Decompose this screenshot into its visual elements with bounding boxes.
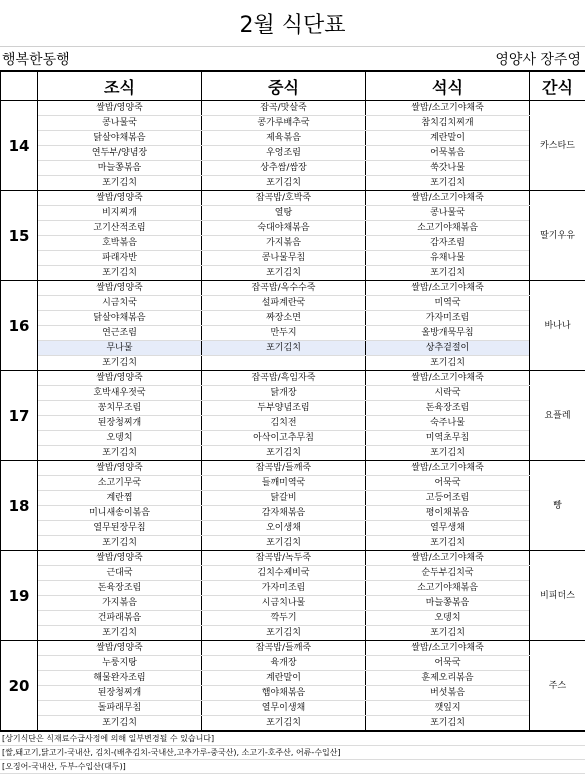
dinner-cell: 가자미조림: [366, 311, 530, 326]
date-cell: 18: [1, 461, 38, 551]
table-row: [1, 476, 585, 491]
lunch-cell: 김치수제비국: [202, 566, 366, 581]
snack-cell: 카스타드: [530, 101, 585, 191]
lunch-cell: 계란말이: [202, 671, 366, 686]
table-row: [1, 131, 585, 146]
dinner-cell: 열무생채: [366, 521, 530, 536]
date-cell: 15: [1, 191, 38, 281]
dinner-cell: 시락국: [366, 386, 530, 401]
date-cell: 20: [1, 641, 38, 731]
breakfast-cell: 쌀밥/영양죽: [38, 371, 202, 386]
table-row: [1, 401, 585, 416]
lunch-cell: 포기김치: [202, 176, 366, 191]
date-cell: 16: [1, 281, 38, 371]
table-row: [1, 311, 585, 326]
table-row: [1, 161, 585, 176]
dinner-cell: 쌀밥/소고기야채죽: [366, 281, 530, 296]
dinner-cell: 포기김치: [366, 716, 530, 731]
breakfast-cell: 쌀밥/영양죽: [38, 191, 202, 206]
dinner-cell: 오뎅치: [366, 611, 530, 626]
table-row: [1, 506, 585, 521]
lunch-cell: 포기김치: [202, 716, 366, 731]
lunch-cell: 숙대야채볶음: [202, 221, 366, 236]
breakfast-cell: 소고기무국: [38, 476, 202, 491]
lunch-cell: 잡곡/맛살죽: [202, 101, 366, 116]
breakfast-cell: 고기산적조림: [38, 221, 202, 236]
date-cell: 14: [1, 101, 38, 191]
lunch-cell: 짜장소면: [202, 311, 366, 326]
breakfast-cell: 쌀밥/영양죽: [38, 641, 202, 656]
table-row: [1, 596, 585, 611]
snack-cell: 빵: [530, 461, 585, 551]
dinner-cell: 쌀밥/소고기야채죽: [366, 191, 530, 206]
dinner-cell: 올방개묵무침: [366, 326, 530, 341]
breakfast-cell: 쌀밥/영양죽: [38, 101, 202, 116]
breakfast-cell: 가지볶음: [38, 596, 202, 611]
table-row: [1, 641, 585, 656]
table-row: [1, 581, 585, 596]
lunch-cell: 잡곡밥/녹두죽: [202, 551, 366, 566]
lunch-cell: 잡곡밥/흑임자죽: [202, 371, 366, 386]
table-row: [1, 566, 585, 581]
snack-cell: 딸기우유: [530, 191, 585, 281]
dinner-cell: 미역초무침: [366, 431, 530, 446]
dinner-cell: 평이채볶음: [366, 506, 530, 521]
dinner-cell: 계란말이: [366, 131, 530, 146]
table-row: [1, 671, 585, 686]
dinner-cell: 어묵국: [366, 476, 530, 491]
breakfast-cell: 포기김치: [38, 536, 202, 551]
breakfast-cell: 무나물: [38, 341, 202, 356]
table-row: [1, 296, 585, 311]
dinner-cell: 포기김치: [366, 626, 530, 641]
dinner-cell: 쌀밥/소고기야채죽: [366, 551, 530, 566]
lunch-cell: 열탕: [202, 206, 366, 221]
breakfast-cell: 포기김치: [38, 446, 202, 461]
snack-cell: 주스: [530, 641, 585, 731]
dinner-cell: 마늘쫑볶음: [366, 596, 530, 611]
column-header-dinner: 석식: [366, 72, 530, 101]
lunch-cell: 잡곡밥/호박죽: [202, 191, 366, 206]
facility-name: 행복한동행: [2, 49, 70, 69]
lunch-cell: 깍두기: [202, 611, 366, 626]
dinner-cell: 깻잎지: [366, 701, 530, 716]
breakfast-cell: 쌀밥/영양죽: [38, 461, 202, 476]
breakfast-cell: 호박볶음: [38, 236, 202, 251]
table-row: [1, 701, 585, 716]
note-line: [오징어-국내산, 두부-수입산(대두)]: [0, 760, 585, 774]
table-row: [1, 431, 585, 446]
breakfast-cell: 미니새송이볶음: [38, 506, 202, 521]
dinner-cell: 유채나물: [366, 251, 530, 266]
lunch-cell: 만두지: [202, 326, 366, 341]
table-row: [1, 191, 585, 206]
table-row: [1, 446, 585, 461]
dinner-cell: 미역국: [366, 296, 530, 311]
dinner-cell: 포기김치: [366, 356, 530, 371]
table-row: [1, 326, 585, 341]
breakfast-cell: 콩나물국: [38, 116, 202, 131]
table-row: [1, 266, 585, 281]
breakfast-cell: 포기김치: [38, 266, 202, 281]
lunch-cell: 닭개장: [202, 386, 366, 401]
dinner-cell: 소고기야채볶음: [366, 581, 530, 596]
table-row: [1, 656, 585, 671]
table-row: [1, 101, 585, 116]
breakfast-cell: 돌파래무침: [38, 701, 202, 716]
table-row: [1, 206, 585, 221]
breakfast-cell: 열무된장무침: [38, 521, 202, 536]
table-row: [1, 686, 585, 701]
dinner-cell: 쑥갓나물: [366, 161, 530, 176]
lunch-cell: 콩가루배추국: [202, 116, 366, 131]
dinner-cell: 참치김치찌개: [366, 116, 530, 131]
meal-table: [0, 71, 585, 731]
lunch-cell: 포기김치: [202, 266, 366, 281]
column-header-date: [1, 72, 38, 101]
dinner-cell: 감자조림: [366, 236, 530, 251]
dietitian-name: 영양사 장주영: [495, 49, 581, 69]
lunch-cell: 포기김치: [202, 341, 366, 356]
breakfast-cell: 시금치국: [38, 296, 202, 311]
table-row: [1, 371, 585, 386]
breakfast-cell: 된장청찌개: [38, 686, 202, 701]
table-row: [1, 386, 585, 401]
lunch-cell: 닭갈비: [202, 491, 366, 506]
dinner-cell: 포기김치: [366, 536, 530, 551]
breakfast-cell: 마늘쫑볶음: [38, 161, 202, 176]
notes: [0, 731, 585, 774]
snack-cell: 바나나: [530, 281, 585, 371]
page-title: 2월 식단표: [0, 0, 585, 47]
table-row: [1, 611, 585, 626]
dinner-cell: 순두부김치국: [366, 566, 530, 581]
column-header-breakfast: 조식: [38, 72, 202, 101]
dinner-cell: 버섯볶음: [366, 686, 530, 701]
breakfast-cell: 포기김치: [38, 176, 202, 191]
table-row: [1, 521, 585, 536]
column-header-snack: 간식: [530, 72, 585, 101]
lunch-cell: 제육볶음: [202, 131, 366, 146]
breakfast-cell: 포기김치: [38, 716, 202, 731]
lunch-cell: [202, 356, 366, 371]
table-row: [1, 221, 585, 236]
table-row: [1, 176, 585, 191]
lunch-cell: 상추쌈/쌈장: [202, 161, 366, 176]
breakfast-cell: 계란찜: [38, 491, 202, 506]
lunch-cell: 감자채볶음: [202, 506, 366, 521]
table-row: [1, 236, 585, 251]
breakfast-cell: 누룽지탕: [38, 656, 202, 671]
lunch-cell: 시금치나물: [202, 596, 366, 611]
table-row: [1, 251, 585, 266]
date-cell: 19: [1, 551, 38, 641]
column-header-lunch: 중식: [202, 72, 366, 101]
table-row: [1, 116, 585, 131]
breakfast-cell: 돈육장조림: [38, 581, 202, 596]
date-cell: 17: [1, 371, 38, 461]
lunch-cell: 두부양념조림: [202, 401, 366, 416]
table-row: [1, 716, 585, 731]
dinner-cell: 쌀밥/소고기야채죽: [366, 371, 530, 386]
lunch-cell: 콩나물무침: [202, 251, 366, 266]
breakfast-cell: 호박새우젓국: [38, 386, 202, 401]
table-row: [1, 416, 585, 431]
breakfast-cell: 쌀밥/영양죽: [38, 551, 202, 566]
dinner-cell: 쌀밥/소고기야채죽: [366, 641, 530, 656]
breakfast-cell: 된장청찌개: [38, 416, 202, 431]
breakfast-cell: 건파래볶음: [38, 611, 202, 626]
sub-header: [0, 46, 585, 71]
breakfast-cell: 오뎅치: [38, 431, 202, 446]
table-row: [1, 341, 585, 356]
lunch-cell: 포기김치: [202, 446, 366, 461]
dinner-cell: 돈육장조림: [366, 401, 530, 416]
note-line: [상기식단은 식재료수급사정에 의해 일부변경될 수 있습니다]: [0, 732, 585, 746]
lunch-cell: 김치전: [202, 416, 366, 431]
breakfast-cell: 닭살야채볶음: [38, 131, 202, 146]
lunch-cell: 잡곡밥/들깨죽: [202, 641, 366, 656]
table-row: [1, 461, 585, 476]
lunch-cell: 열무이생채: [202, 701, 366, 716]
lunch-cell: 잡곡밥/옥수수죽: [202, 281, 366, 296]
breakfast-cell: 비지찌개: [38, 206, 202, 221]
table-row: [1, 146, 585, 161]
dinner-cell: 포기김치: [366, 446, 530, 461]
lunch-cell: 들깨미역국: [202, 476, 366, 491]
breakfast-cell: 연근조림: [38, 326, 202, 341]
dinner-cell: 콩나물국: [366, 206, 530, 221]
table-header-row: [1, 72, 585, 101]
table-row: [1, 536, 585, 551]
table-row: [1, 626, 585, 641]
lunch-cell: 포기김치: [202, 536, 366, 551]
breakfast-cell: 근대국: [38, 566, 202, 581]
breakfast-cell: 파래자반: [38, 251, 202, 266]
dinner-cell: 상추겉절이: [366, 341, 530, 356]
snack-cell: 요플레: [530, 371, 585, 461]
breakfast-cell: 꽁치무조림: [38, 401, 202, 416]
dinner-cell: 숙주나물: [366, 416, 530, 431]
lunch-cell: 설파계란국: [202, 296, 366, 311]
meal-table-body: [1, 101, 585, 731]
lunch-cell: 포기김치: [202, 626, 366, 641]
lunch-cell: 오이생채: [202, 521, 366, 536]
table-row: [1, 551, 585, 566]
dinner-cell: 소고기야채볶음: [366, 221, 530, 236]
lunch-cell: 가자미조림: [202, 581, 366, 596]
dinner-cell: 포기김치: [366, 266, 530, 281]
breakfast-cell: 닭살야채볶음: [38, 311, 202, 326]
table-row: [1, 281, 585, 296]
lunch-cell: 육개장: [202, 656, 366, 671]
table-row: [1, 491, 585, 506]
dinner-cell: 쌀밥/소고기야채죽: [366, 101, 530, 116]
dinner-cell: 쌀밥/소고기야채죽: [366, 461, 530, 476]
breakfast-cell: 포기김치: [38, 626, 202, 641]
note-line: [쌀,돼고기,닭고기-국내산, 김치-(배추김치-국내산,고추가루-중국산), 소고기-호주산, 어류-수입산]: [0, 746, 585, 760]
snack-cell: 비피더스: [530, 551, 585, 641]
lunch-cell: 가지볶음: [202, 236, 366, 251]
breakfast-cell: 해물완자조림: [38, 671, 202, 686]
dinner-cell: 포기김치: [366, 176, 530, 191]
breakfast-cell: 쌀밥/영양죽: [38, 281, 202, 296]
dinner-cell: 어묵국: [366, 656, 530, 671]
dinner-cell: 어묵볶음: [366, 146, 530, 161]
lunch-cell: 잡곡밥/들깨죽: [202, 461, 366, 476]
lunch-cell: 햄야채볶음: [202, 686, 366, 701]
dinner-cell: 훈제오리볶음: [366, 671, 530, 686]
table-row: [1, 356, 585, 371]
breakfast-cell: 포기김치: [38, 356, 202, 371]
breakfast-cell: 연두부/양념장: [38, 146, 202, 161]
lunch-cell: 아삭이고추무침: [202, 431, 366, 446]
dinner-cell: 고등어조림: [366, 491, 530, 506]
lunch-cell: 우엉조림: [202, 146, 366, 161]
